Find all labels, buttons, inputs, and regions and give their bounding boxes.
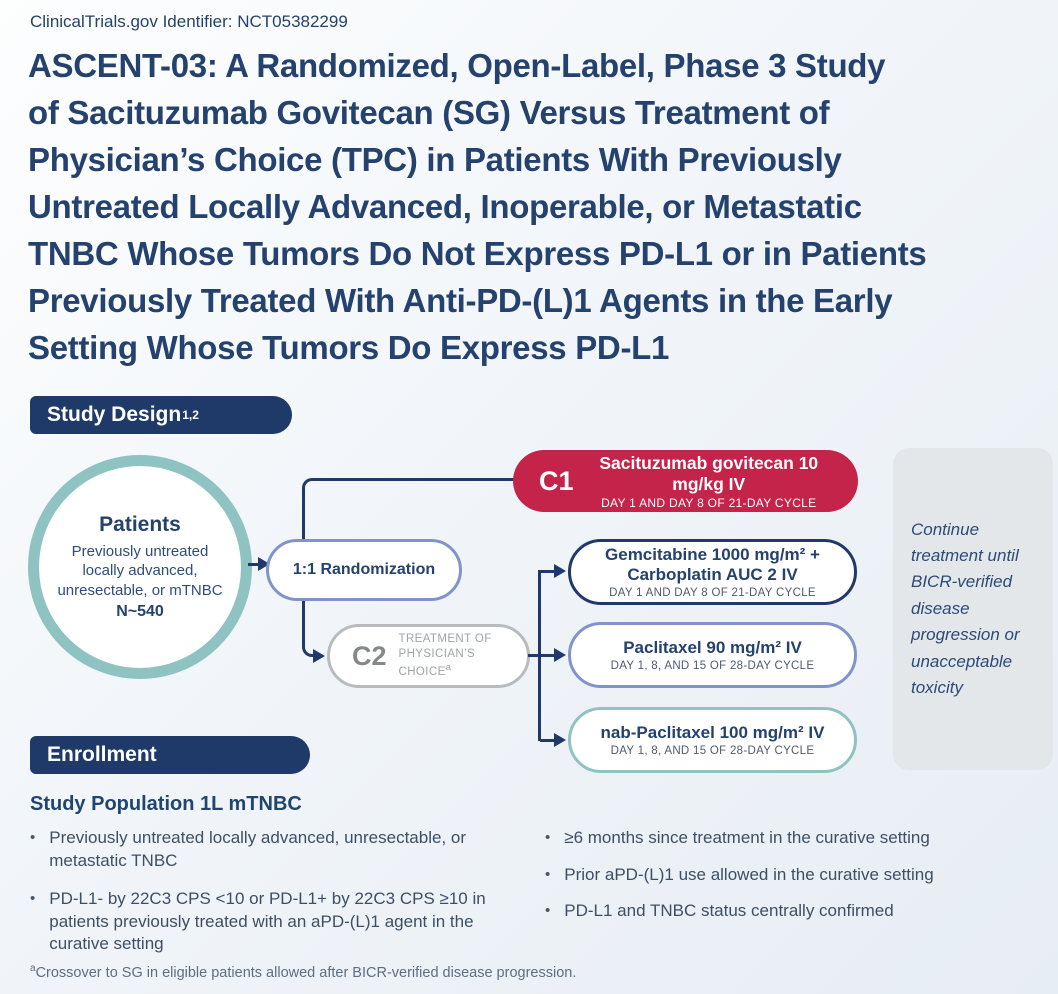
arm-c2-label-line3: CHOICE$^a$ (398, 662, 452, 678)
tpc-option-nab-paclitaxel (568, 707, 857, 773)
title-line: of Sacituzumab Govitecan (SG) Versus Treatment of (28, 94, 830, 131)
tpc-option-gemcitabine-carboplatin (568, 539, 857, 605)
enrollment-bullets-left (30, 827, 522, 956)
bullet-text: Prior aPD-(L)1 use allowed in the curative setting (564, 864, 934, 884)
bullet-icon: • (545, 865, 551, 883)
footnote-text: Crossover to SG in eligible patients allowed after BICR-verified disease progression. (35, 964, 577, 981)
page-title (28, 42, 1040, 371)
bullet-icon: • (545, 829, 551, 846)
bullet-icon: • (30, 890, 36, 908)
title-line: ASCENT-03: A Randomized, Open-Label, Phase 3 Study (28, 47, 886, 84)
title-line: TNBC Whose Tumors Do Not Express PD-L1 or in Patients (28, 235, 927, 272)
tpc-option-name: Carboplatin AUC 2 IV (627, 565, 798, 584)
arm-c2-label (399, 632, 492, 680)
arrow-right-icon (554, 564, 566, 578)
bullet-text: Previously untreated locally advanced, unresectable, or metastatic TNBC (49, 828, 467, 870)
clinicaltrials-identifier: ClinicalTrials.gov Identifier: NCT05382299 (30, 12, 348, 31)
title-line: Untreated Locally Advanced, Inoperable, or Metastatic (28, 188, 862, 225)
patients-circle (28, 455, 252, 679)
bullet-icon: • (545, 902, 551, 920)
study-design-banner-superscript: 1,2 (182, 408, 199, 422)
list-item (30, 888, 522, 956)
study-design-banner (30, 396, 292, 434)
tpc-option-name: Gemcitabine 1000 mg/m² + (605, 545, 820, 565)
tpc-option-schedule: DAY 1, 8, AND 15 OF 28-DAY CYCLE (610, 659, 815, 672)
tpc-option-schedule: DAY 1, 8, AND 15 OF 28-DAY CYCLE (610, 744, 815, 757)
title-line: Physician’s Choice (TPC) in Patients With Previously (28, 141, 842, 178)
enrollment-banner (30, 736, 310, 774)
arrow-right-icon (554, 733, 566, 747)
continue-treatment-note-panel (893, 448, 1053, 770)
arm-c2-box (327, 624, 530, 688)
bullet-text: PD-L1 and TNBC status centrally confirmed (564, 901, 894, 921)
list-item (545, 864, 1050, 887)
tpc-option-name: Paclitaxel 90 mg/m² IV (623, 638, 802, 658)
title-line: Previously Treated With Anti-PD-(L)1 Agents in the Early (28, 282, 893, 319)
enrollment-banner-label: Enrollment (47, 743, 157, 766)
tpc-option-schedule: DAY 1 AND DAY 8 OF 21-DAY CYCLE (609, 586, 816, 599)
footnote-mark: a (30, 963, 36, 974)
title-line: Setting Whose Tumors Do Express PD-L1 (28, 329, 670, 366)
arm-c1-schedule: DAY 1 AND DAY 8 OF 21-DAY CYCLE (601, 495, 817, 510)
bullet-icon: • (30, 829, 36, 846)
arm-c2-label-line2: PHYSICIAN’S (398, 648, 476, 661)
connector-line (528, 654, 556, 657)
tpc-option-paclitaxel (568, 622, 857, 688)
tpc-option-name: nab-Paclitaxel 100 mg/m² IV (600, 723, 825, 743)
list-item (30, 827, 522, 872)
bullet-text: PD-L1- by 22C3 CPS <10 or PD-L1+ by 22C3 CPS ≥10 in patients previously treated with an aPD-(L)1 agent in the curative setting (49, 889, 486, 954)
arm-c1-box (513, 450, 858, 512)
arrow-right-icon (554, 648, 566, 662)
patients-circle-count: N~540 (116, 602, 164, 620)
bullet-text: ≥6 months since treatment in the curative setting (564, 828, 930, 847)
arm-c1-name: Sacituzumab govitecan 10 mg/kg IV (599, 452, 819, 494)
arm-c1-text (574, 453, 858, 510)
arm-c2-badge: C2 (352, 640, 387, 671)
connector-elbow-to-c1 (302, 478, 514, 540)
patients-circle-title: Patients (99, 513, 181, 537)
list-item (545, 827, 1050, 850)
enrollment-bullets-right (545, 827, 1050, 923)
randomization-box (266, 539, 462, 601)
list-item (545, 900, 1050, 923)
arm-c2-footnote-mark: a (445, 662, 452, 674)
arm-c1-badge: C1 (539, 465, 574, 496)
continue-treatment-note: Continue treatment until BICR-verified disease progression or unacceptable toxicity (911, 519, 1020, 697)
footnote (30, 963, 576, 981)
arm-c2-label-line1: TREATMENT OF (398, 633, 492, 646)
study-population-heading: Study Population 1L mTNBC (30, 793, 302, 815)
arrow-right-icon (313, 649, 325, 663)
study-design-banner-label: Study Design (47, 403, 182, 426)
patients-circle-description: Previously untreated locally advanced, unresectable, or mTNBC (57, 543, 223, 599)
randomization-label: 1:1 Randomization (292, 561, 436, 578)
